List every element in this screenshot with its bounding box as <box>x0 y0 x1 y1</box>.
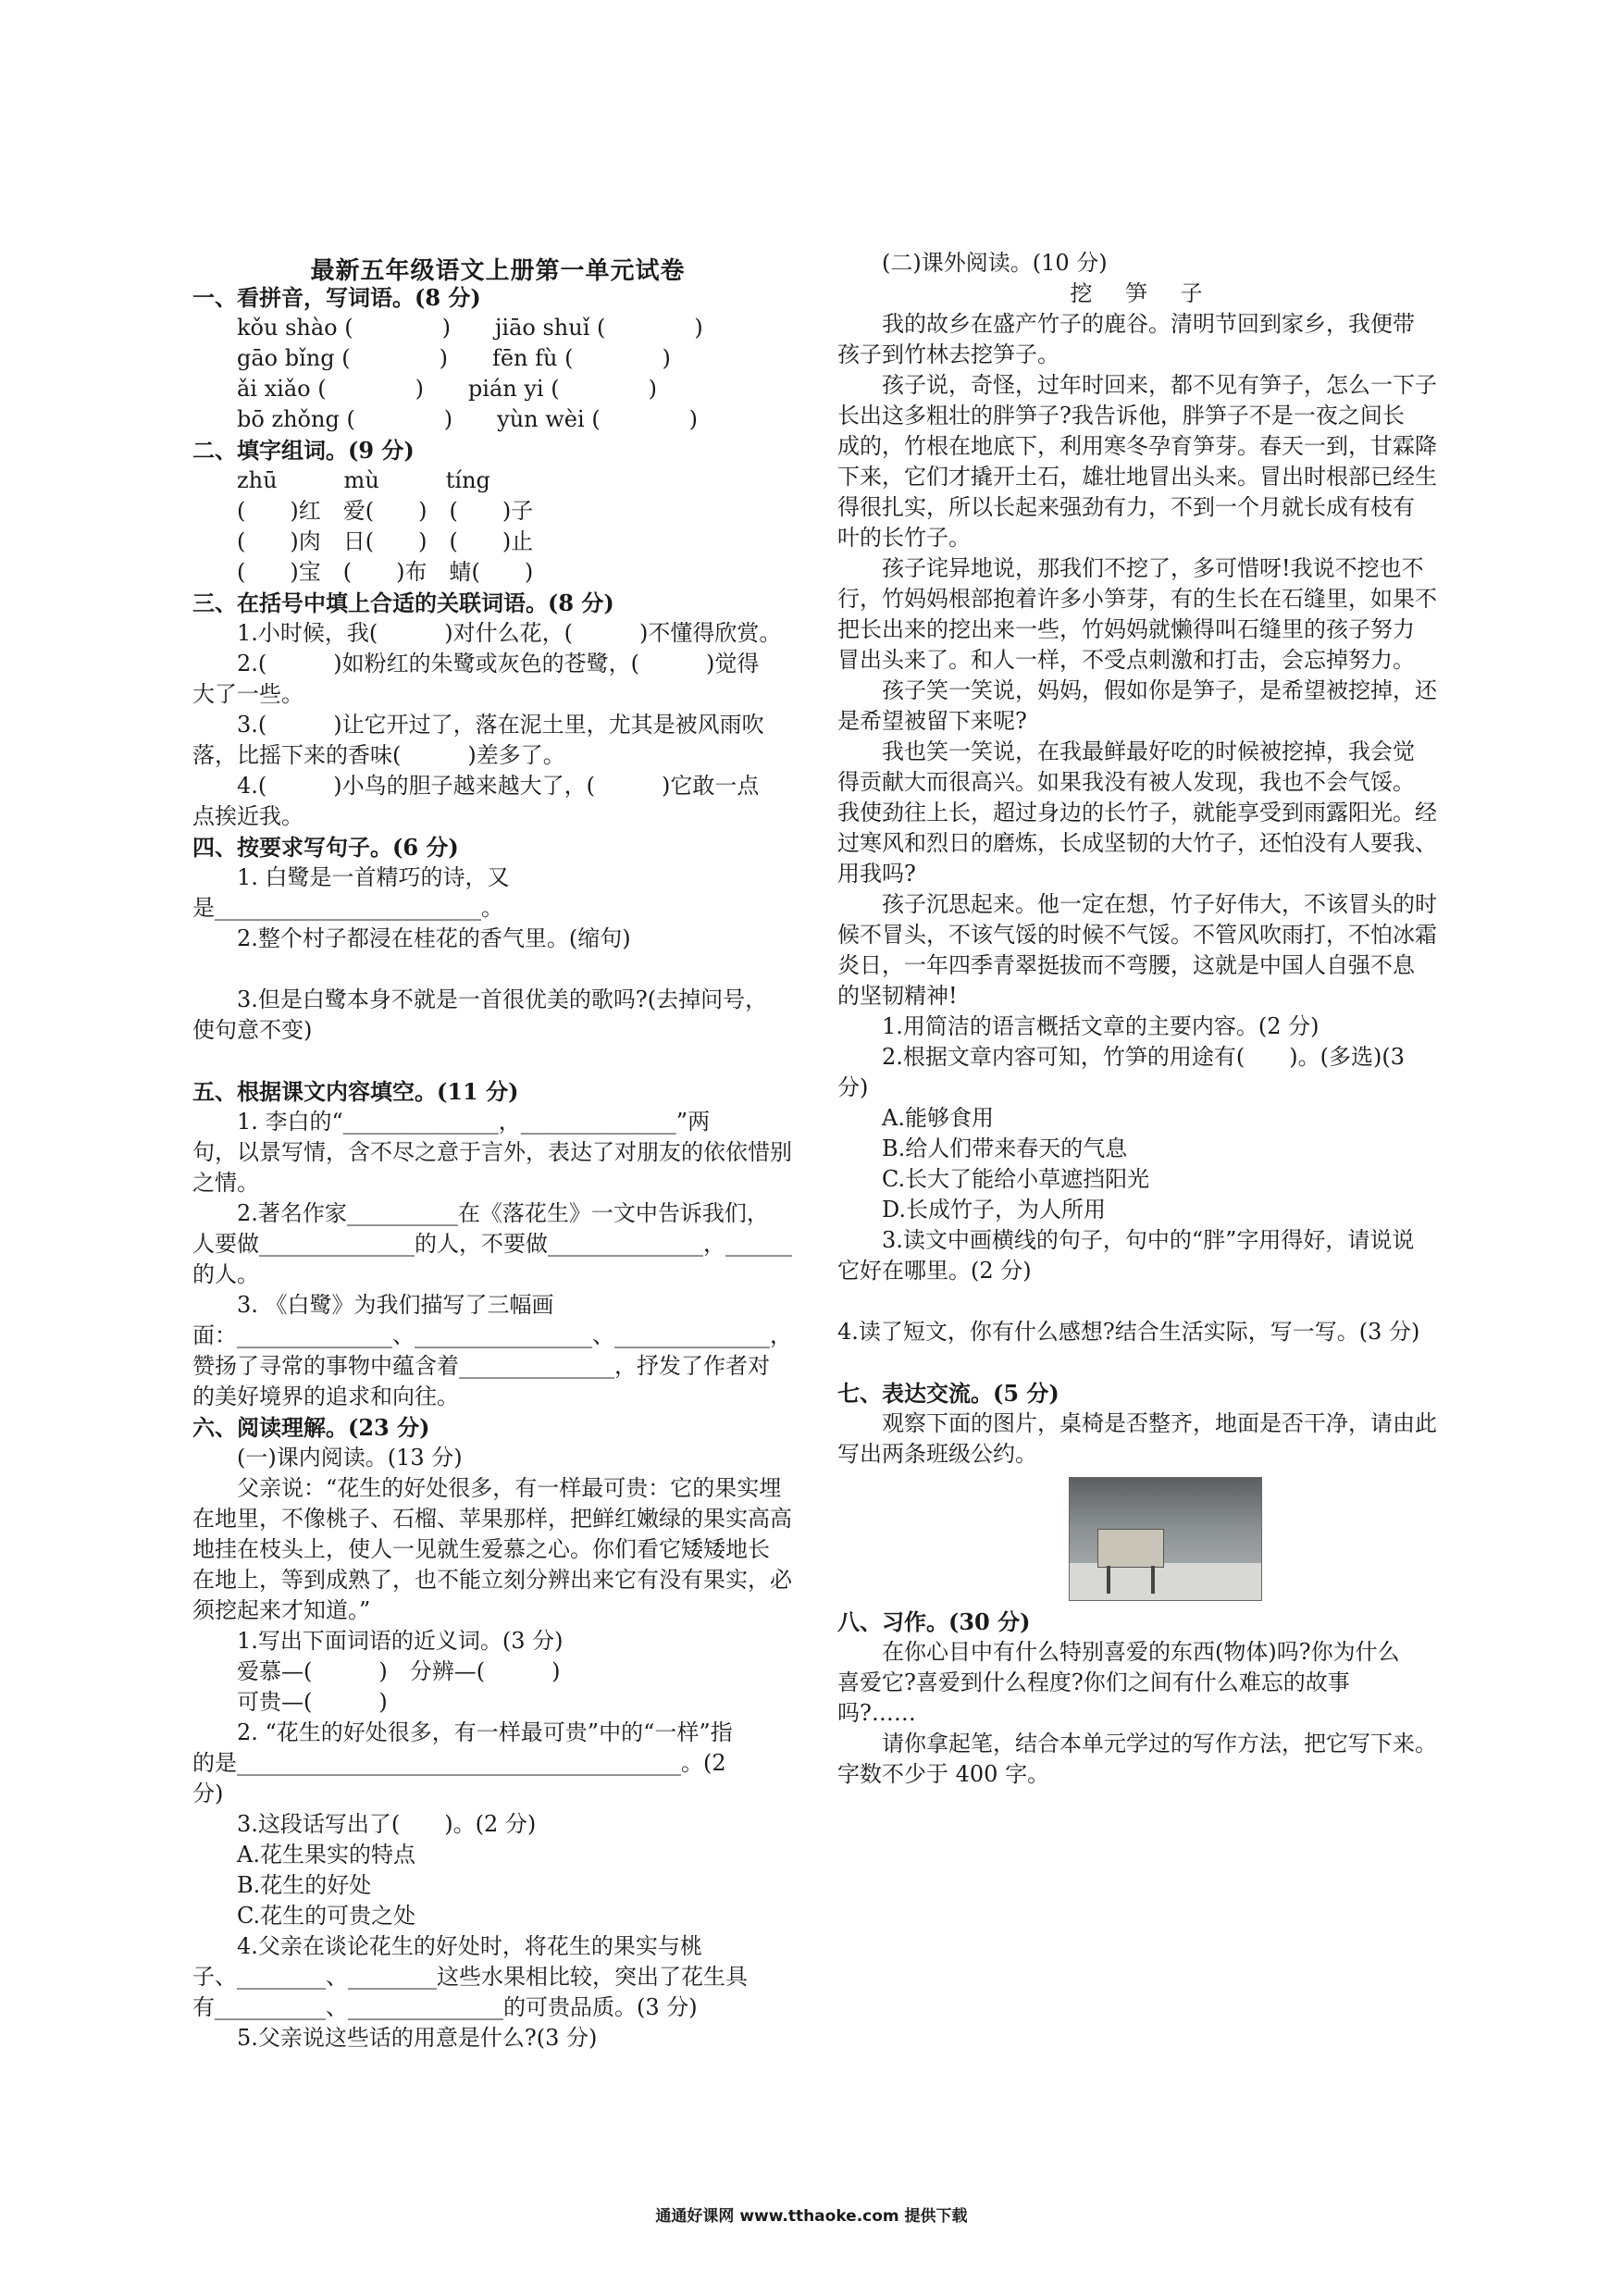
text-line: 长出这多粗壮的胖笋子?我告诉他，胖笋子不是一夜之间长 <box>837 403 1405 428</box>
text-line: B.花生的好处 <box>237 1872 372 1898</box>
text-line: 有__________、______________的可贵品质。(3 分) <box>192 1994 698 2020</box>
footer-credit: 通通好课网 www.tthaoke.com 提供下载 <box>655 2207 968 2226</box>
text-line: 孩子说，奇怪，过年时回来，都不见有笋子，怎么一下子 <box>882 372 1437 398</box>
text-line: 行，竹妈妈根部抱着许多小笋芽，有的生长在石缝里，如果不 <box>837 586 1437 612</box>
text-line: A.花生果实的特点 <box>237 1842 415 1868</box>
text-line: (二)课外阅读。(10 分) <box>882 250 1108 276</box>
text-line: 大了一些。 <box>192 681 304 707</box>
text-line: 得很扎实，所以长起来强劲有力，不到一个月就长成有枝有 <box>837 494 1415 520</box>
section-heading: 二、填字组词。(9 分) <box>192 437 415 464</box>
text-line: 孩子笑一笑说，妈妈，假如你是笋子，是希望被挖掉，还 <box>882 677 1437 703</box>
text-line: C.长大了能给小草遮挡阳光 <box>882 1166 1150 1192</box>
text-line: 须挖起来才知道。” <box>192 1597 371 1623</box>
text-line: 用我吗? <box>837 861 916 887</box>
text-line: bō zhǒng ( ) yùn wèi ( ) <box>237 406 699 432</box>
text-line: 赞扬了寻常的事物中蕴含着______________，抒发了作者对 <box>192 1353 770 1379</box>
text-line: 孩子沉思起来。他一定在想，竹子好伟大，不该冒头的时 <box>882 891 1437 917</box>
text-line: 3.( )让它开过了，落在泥土里，尤其是被风雨吹 <box>237 712 764 738</box>
text-line: 把长出来的挖出来一些，竹妈妈就懒得叫石缝里的孩子努力 <box>837 616 1415 642</box>
text-line: C.花生的可贵之处 <box>237 1903 416 1929</box>
text-line: 冒出头来了。和人一样，不受点刺激和打击，会忘掉努力。 <box>837 647 1415 673</box>
answer-space <box>837 1286 1448 1317</box>
text-line: 在你心目中有什么特别喜爱的东西(物体)吗?你为什么 <box>882 1639 1400 1665</box>
section-heading: 三、在括号中填上合适的关联词语。(8 分) <box>192 590 614 616</box>
text-line: 观察下面的图片，桌椅是否整齐，地面是否干净，请由此 <box>882 1410 1437 1436</box>
text-line: 我的故乡在盛产竹子的鹿谷。清明节回到家乡，我便带 <box>882 311 1415 337</box>
text-line: 孩子到竹林去挖笋子。 <box>837 341 1059 367</box>
text-line: 的美好境界的追求和向往。 <box>192 1384 459 1409</box>
left-lines <box>192 282 803 2054</box>
answer-space <box>192 954 803 985</box>
text-line: ( )红 爱( ) ( )子 <box>237 498 534 524</box>
text-line: 3.但是白鹭本身不就是一首很优美的歌吗?(去掉问号， <box>237 987 768 1012</box>
text-line: 的坚韧精神! <box>837 983 958 1009</box>
text-line: 地挂在枝头上，使人一见就生爱慕之心。你们看它矮矮地长 <box>192 1536 770 1562</box>
text-line: 2.整个村子都浸在桂花的香气里。(缩句) <box>237 925 631 951</box>
text-line: 点挨近我。 <box>192 803 304 829</box>
text-line: 使句意不变) <box>192 1017 313 1043</box>
section-heading: 五、根据课文内容填空。(11 分) <box>192 1078 519 1105</box>
text-line: 吗?…… <box>837 1700 916 1726</box>
text-line: 挖 笋 子 <box>1070 280 1216 306</box>
text-line: 句，以景写情，含不尽之意于言外，表达了对朋友的依依惜别 <box>192 1139 792 1165</box>
text-line: 成的，竹根在地底下，利用寒冬孕育笋芽。春天一到，甘霖降 <box>837 433 1437 459</box>
text-line: ǎi xiǎo ( ) pián yi ( ) <box>237 376 657 402</box>
text-line: 父亲说：“花生的好处很多，有一样最可贵：它的果实埋 <box>237 1475 782 1501</box>
text-line: 落，比摇下来的香味( )差多了。 <box>192 742 565 768</box>
text-line: 面：______________、________________、______________， <box>192 1322 792 1348</box>
left-column <box>192 282 803 2054</box>
text-line: 我使劲往上长，超过身边的长竹子，就能享受到雨露阳光。经 <box>837 800 1437 825</box>
text-line: 的是________________________________________。(2 <box>192 1750 726 1776</box>
text-line: 字数不少于 400 字。 <box>837 1761 1050 1787</box>
text-line: 我也笑一笑说，在我最鲜最好吃的时候被挖掉，我会觉 <box>882 738 1415 764</box>
text-line: 3.这段话写出了( )。(2 分) <box>237 1811 537 1837</box>
text-line: 1.用简洁的语言概括文章的主要内容。(2 分) <box>882 1013 1319 1039</box>
section-heading: 四、按要求写句子。(6 分) <box>192 834 459 861</box>
text-line: 喜爱它?喜爱到什么程度?你们之间有什么难忘的故事 <box>837 1669 1350 1695</box>
photo-floor <box>1070 1563 1261 1600</box>
right-lines-before-photo <box>837 248 1448 1470</box>
text-line: 在地上，等到成熟了，也不能立刻分辨出来它有没有果实，必 <box>192 1567 792 1593</box>
photo-desk <box>1097 1529 1164 1568</box>
text-line: 炎日，一年四季青翠挺拔而不弯腰，这就是中国人自强不息 <box>837 952 1415 978</box>
text-line: 下来，它们才撬开土石，雄壮地冒出头来。冒出时根部已经生 <box>837 464 1437 490</box>
text-line: 1. 白鹭是一首精巧的诗，又 <box>237 864 510 890</box>
text-line: 人要做______________的人，不要做______________，______ <box>192 1231 792 1257</box>
text-line: 4.( )小鸟的胆子越来越大了，( )它敢一点 <box>237 773 760 799</box>
text-line: kǒu shào ( ) jiāo shuǐ ( ) <box>237 315 703 341</box>
text-line: 分) <box>192 1781 224 1806</box>
text-line: B.给人们带来春天的气息 <box>882 1136 1128 1161</box>
photo-desk-leg <box>1151 1566 1155 1594</box>
right-column <box>837 248 1448 1790</box>
text-line: 孩子诧异地说，那我们不挖了，多可惜呀!我说不挖也不 <box>882 555 1424 581</box>
classroom-photo <box>1069 1477 1262 1601</box>
text-line: 的人。 <box>192 1261 259 1287</box>
text-line: 叶的长竹子。 <box>837 525 971 551</box>
section-heading: 一、看拼音，写词语。(8 分) <box>192 284 481 311</box>
text-line: 1. 李白的“______________，______________”两 <box>237 1109 711 1135</box>
text-line: gāo bǐng ( ) fēn fù ( ) <box>237 345 671 371</box>
text-line: ( )肉 日( ) ( )止 <box>237 528 534 554</box>
text-line: 在地里，不像桃子、石榴、苹果那样，把鲜红嫩绿的果实高高 <box>192 1506 792 1532</box>
text-line: 候不冒头，不该气馁的时候不气馁。不管风吹雨打，不怕冰霜 <box>837 922 1437 948</box>
text-line: 2. “花生的好处很多，有一样最可贵”中的“一样”指 <box>237 1719 733 1745</box>
text-line: 2.根据文章内容可知，竹笋的用途有( )。(多选)(3 <box>882 1044 1405 1070</box>
photo-desk-leg <box>1107 1566 1110 1594</box>
text-line: 2.著名作家__________在《落花生》一文中告诉我们， <box>237 1200 769 1226</box>
text-line: 5.父亲说这些话的用意是什么?(3 分) <box>237 2025 598 2051</box>
text-line: 可贵—( ) <box>237 1689 388 1715</box>
section-heading: 六、阅读理解。(23 分) <box>192 1414 430 1441</box>
text-line: 写出两条班级公约。 <box>837 1441 1037 1467</box>
text-line: 过寒风和烈日的磨炼，长成坚韧的大竹子，还怕没有人要我、 <box>837 830 1437 856</box>
text-line: A.能够食用 <box>882 1105 994 1131</box>
section-heading: 七、表达交流。(5 分) <box>837 1380 1059 1407</box>
text-line: 之情。 <box>192 1170 259 1196</box>
right-lines-after-photo <box>837 1607 1448 1790</box>
text-line: zhū mù tíng <box>237 467 490 493</box>
text-line: 是________________________。 <box>192 895 503 921</box>
text-line: 它好在哪里。(2 分) <box>837 1258 1032 1284</box>
text-line: 1.写出下面词语的近义词。(3 分) <box>237 1628 564 1654</box>
text-line: 4.父亲在谈论花生的好处时，将花生的果实与桃 <box>237 1933 702 1959</box>
text-line: 子、________、________这些水果相比较，突出了花生具 <box>192 1964 748 1990</box>
text-line: 2.( )如粉红的朱鹭或灰色的苍鹭，( )觉得 <box>237 651 760 676</box>
answer-space <box>837 1347 1448 1378</box>
section-heading: 八、习作。(30 分) <box>837 1608 1031 1635</box>
answer-space <box>192 1046 803 1076</box>
text-line: (一)课内阅读。(13 分) <box>237 1445 463 1471</box>
page-title: 最新五年级语文上册第一单元试卷 <box>310 257 686 285</box>
text-line: 分) <box>837 1074 869 1100</box>
text-line: 是希望被留下来呢? <box>837 708 1027 734</box>
text-line: 3.读文中画横线的句子，句中的“胖”字用得好，请说说 <box>882 1227 1415 1253</box>
text-line: ( )宝 ( )布 蜻( ) <box>237 559 534 585</box>
text-line: 得贡献大而很高兴。如果我没有被人发现，我也不会气馁。 <box>837 769 1415 795</box>
text-line: 请你拿起笔，结合本单元学过的写作方法，把它写下来。 <box>882 1731 1437 1756</box>
text-line: 4.读了短文，你有什么感想?结合生活实际，写一写。(3 分) <box>837 1319 1420 1345</box>
text-line: 爱慕—( ) 分辨—( ) <box>237 1658 561 1684</box>
text-line: 3. 《白鹭》为我们描写了三幅画 <box>237 1292 554 1318</box>
text-line: 1.小时候，我( )对什么花，( )不懂得欣赏。 <box>237 620 782 646</box>
text-line: D.长成竹子，为人所用 <box>882 1197 1107 1222</box>
